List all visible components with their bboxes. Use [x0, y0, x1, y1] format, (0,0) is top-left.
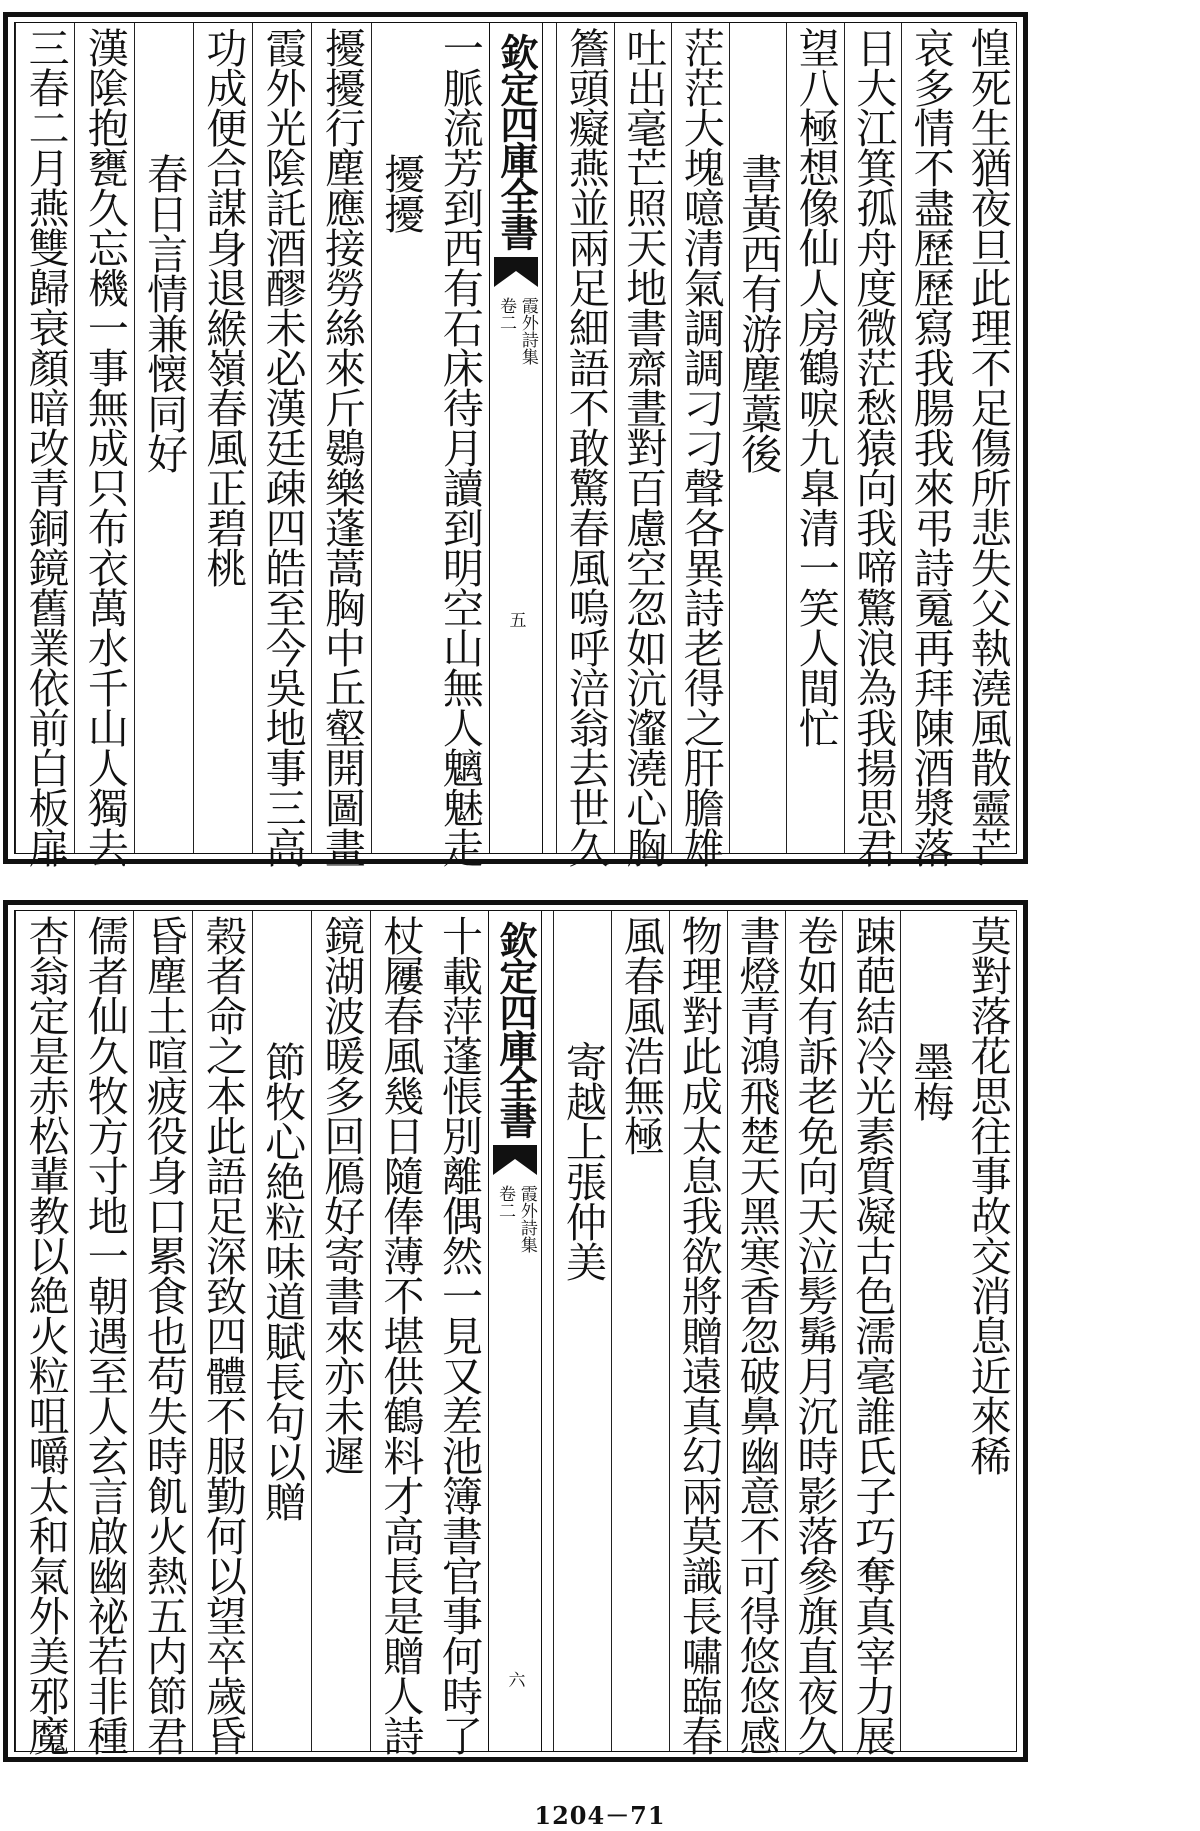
column-text: 一脈流芳到西有石床待月讀到明空山無人魑魅走 [435, 27, 484, 867]
text-column [959, 23, 1017, 867]
column-rule [556, 23, 557, 853]
column-rule [15, 911, 16, 1751]
column-text: 望八極想像仙人房鶴唳九臯清一笑人間忙 [791, 27, 840, 747]
book-title: 霞外詩集 [517, 297, 538, 365]
column-text: 霞外光隂託酒醪未必漢廷疎四皓至今吳地事三高 [258, 27, 307, 867]
bottom-page [0, 900, 1200, 1768]
column-text: 風春風浩無極 [616, 915, 665, 1155]
text-column [133, 911, 192, 1755]
top-page-inner-border [14, 22, 1017, 867]
top-page [0, 0, 1200, 868]
text-column [553, 911, 611, 1751]
column-text: 春日言情兼懐同好 [140, 153, 189, 473]
text-column [15, 23, 74, 867]
bottom-page-inner-border [14, 910, 1017, 1755]
column-text: 鏡湖波暖多回鴈好寄書來亦未遲 [317, 915, 366, 1475]
text-column [74, 911, 133, 1755]
top-left-half [15, 23, 489, 867]
top-right-half [556, 23, 1016, 867]
text-column [842, 911, 900, 1755]
column-text: 昏塵土喧疲役身口累食也苟失時飢火熱五内節君 [139, 915, 188, 1755]
text-column [671, 23, 729, 867]
text-column [370, 911, 429, 1755]
text-column [786, 23, 844, 853]
column-text: 吐出毫芒照天地書齋晝對百慮空忽如沆瀣澆心胸 [619, 27, 668, 867]
text-column [958, 911, 1016, 1751]
column-text: 擾擾行塵應接勞絲來斤鷃樂蓬蒿胸中丘壑開圖畫 [317, 27, 366, 867]
bottom-center-band [488, 911, 542, 1751]
juan-label: 卷二 [495, 1185, 515, 1219]
column-text: 踈葩結冷光素質凝古色濡毫誰氏子巧奪真宰力展 [848, 915, 897, 1755]
column-text: 寄越上張仲美 [558, 1041, 607, 1281]
text-column [614, 23, 672, 867]
page-number: 六 [504, 1671, 525, 1688]
text-column [785, 911, 843, 1755]
column-text: 儒者仙久牧方寸地一朝遇至人玄言啟幽祕若非種 [80, 915, 129, 1755]
text-column [900, 911, 958, 1751]
column-text: 物理對此成太息我欲將贈遠真幻兩莫識長嘯臨春 [674, 915, 723, 1755]
column-text: 節牧心絶粒味道賦長句以贈 [258, 1041, 307, 1521]
text-column [429, 911, 488, 1755]
text-column [15, 911, 74, 1755]
text-column [192, 911, 251, 1755]
text-column [556, 23, 614, 867]
text-column [729, 23, 787, 853]
text-column [252, 23, 311, 867]
column-text: 杖屨春風幾日隨俸薄不堪供鶴料才高長是贈人詩 [376, 915, 425, 1755]
page-footer-number: 1204－71 [534, 1801, 666, 1830]
column-text: 茫茫大塊噫清氣調調刁刁聲各異詩老得之肝膽雄 [676, 27, 725, 867]
text-column [74, 23, 133, 867]
text-column [901, 23, 959, 867]
center-meta [496, 297, 536, 365]
text-column [844, 23, 902, 867]
column-text: 哀多情不盡歷歷寫我腸我來弔詩䰟再拜陳酒漿落 [906, 27, 955, 867]
column-text: 卷如有訴老免向天泣髣髴月沉時影落參旗直夜久 [790, 915, 839, 1755]
column-text: 榖者命之本此語足深致四體不服勤何以望卒歲昏 [198, 915, 247, 1755]
column-rule [15, 23, 16, 853]
column-text: 功成便合謀身退緱嶺春風正碧桃 [199, 27, 248, 587]
center-meta [495, 1185, 535, 1253]
page-number: 五 [505, 611, 526, 628]
column-text: 擾擾 [377, 153, 426, 233]
column-text: 簷頭癡燕並兩足細語不敢驚春風嗚呼涪翁去世久 [561, 27, 610, 867]
column-text: 三春二月燕雙歸衰顏暗改青銅鏡舊業依前白板扉 [21, 27, 70, 867]
column-text: 惶死生猶夜旦此理不足傷所悲失父執澆風散靈芒 [963, 27, 1012, 867]
bottom-right-half [553, 911, 1016, 1755]
text-column [134, 23, 193, 853]
book-title: 霞外詩集 [516, 1185, 537, 1253]
series-title: 欽定四庫全書 [493, 921, 538, 1137]
top-center-band [489, 23, 543, 853]
text-column [252, 911, 311, 1751]
column-text: 墨梅 [906, 1041, 955, 1121]
text-column [669, 911, 727, 1755]
text-column [193, 23, 252, 853]
column-text: 日大江箕孤舟度微茫愁猿向我啼驚浪為我揚思君 [849, 27, 898, 867]
text-column [311, 23, 370, 867]
column-text: 書燈青鴻飛楚天黑寒香忽破鼻幽意不可得悠悠感 [732, 915, 781, 1755]
column-text: 莫對落花思往事故交消息近來稀 [963, 915, 1012, 1475]
column-rule [553, 911, 554, 1751]
text-column [430, 23, 489, 867]
column-text: 杏翁定是赤松輩教以絶火粒咀嚼太和氣外美邪魔 [21, 915, 70, 1755]
text-column [727, 911, 785, 1755]
series-title: 欽定四庫全書 [494, 33, 539, 249]
bottom-left-half [15, 911, 488, 1755]
text-column [311, 911, 370, 1751]
text-column [371, 23, 430, 853]
fishtail-icon [493, 1145, 537, 1175]
column-text: 十載萍蓬悵別離偶然一見又差池簿書官事何時了 [434, 915, 483, 1755]
text-column [611, 911, 669, 1751]
column-text: 書黃西有游塵藁後 [734, 153, 783, 473]
juan-label: 卷二 [496, 297, 516, 331]
fishtail-icon [494, 257, 538, 287]
column-text: 漢隂抱甕久忘機一事無成只布衣萬水千山人獨去 [80, 27, 129, 867]
